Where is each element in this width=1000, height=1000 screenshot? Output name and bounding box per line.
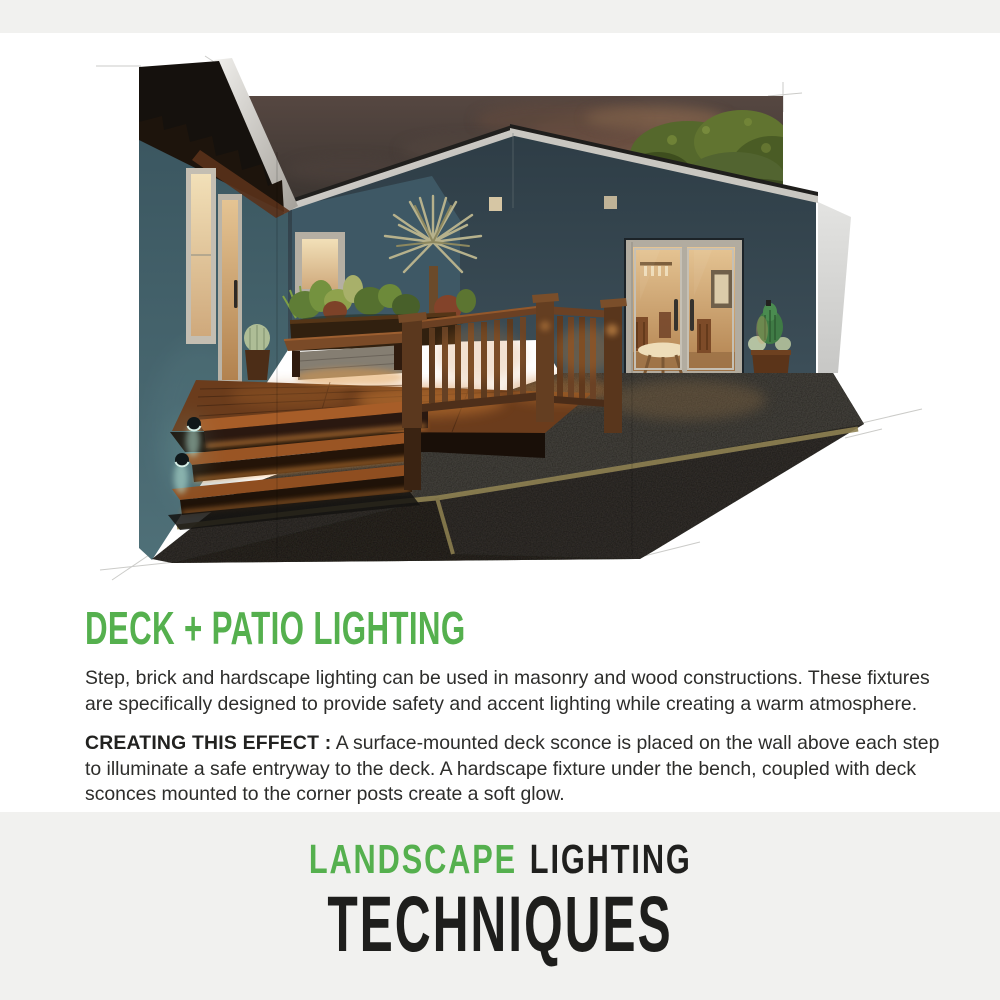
brand-word-landscape: LANDSCAPE xyxy=(308,836,517,882)
cactus-planter-left xyxy=(244,324,270,380)
door-handle xyxy=(674,299,678,331)
small-vent-window xyxy=(489,197,502,211)
article-section xyxy=(85,604,947,821)
page-title: DECK + PATIO LIGHTING xyxy=(85,602,466,654)
intro-paragraph: Step, brick and hardscape lighting can be used in masonry and wood constructions. These fixtures are specifically designed to provide safety and accent lighting while creating a warm atmosphere. xyxy=(85,667,930,716)
post-sconce-glow xyxy=(540,321,550,331)
dining-chair xyxy=(697,319,711,353)
post-sconce-glow xyxy=(606,324,618,336)
effect-label: CREATING THIS EFFECT : xyxy=(85,731,332,754)
bench-hardscape-light xyxy=(284,332,414,386)
brand-word-lighting: LIGHTING xyxy=(529,836,692,882)
door-light-pool xyxy=(606,380,766,420)
door-handle xyxy=(234,280,238,308)
dining-chair xyxy=(659,312,671,338)
left-glass-door xyxy=(218,194,242,388)
effect-text: A surface-mounted deck sconce is placed on the wall above each step to illuminate a safe entryway to the deck. A hardscape fixture under the bench, coupled with deck sconces mounted to the corner posts create a soft glow. xyxy=(85,731,940,806)
wall-side-panel xyxy=(818,202,851,373)
left-window xyxy=(186,168,216,344)
effect-paragraph xyxy=(85,731,943,808)
brand-title-techniques: TECHNIQUES xyxy=(327,879,673,968)
brand-line xyxy=(308,836,692,882)
footer-band xyxy=(0,812,1000,1000)
under-bench-glow xyxy=(295,368,405,386)
small-vent-window xyxy=(604,196,617,209)
french-doors xyxy=(624,238,744,381)
door-handle xyxy=(690,299,694,331)
body-copy xyxy=(85,666,943,808)
